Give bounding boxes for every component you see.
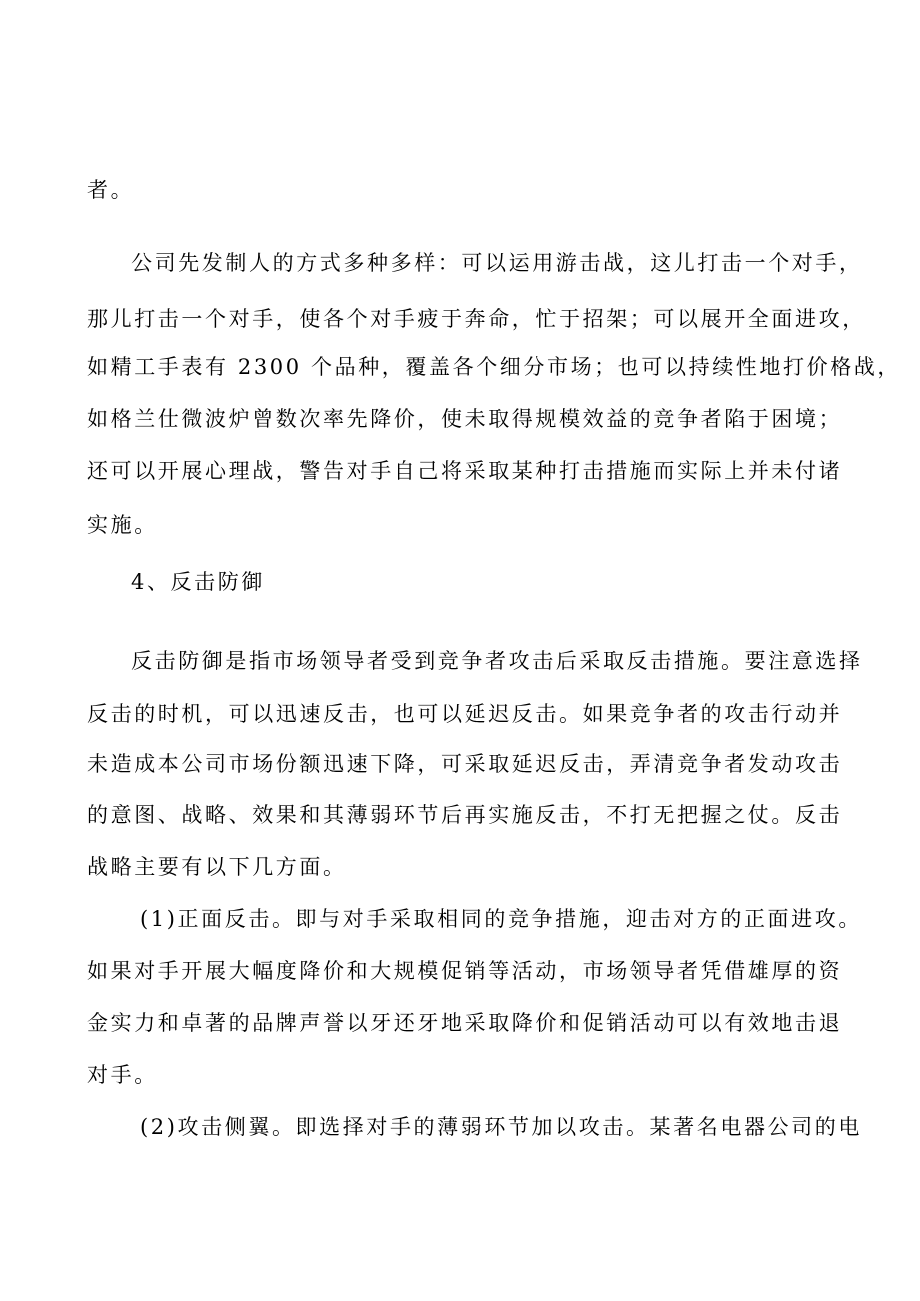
paragraph-line: 还可以开展心理战，警告对手自己将采取某种打击措施而实际上并未付诸 [87,459,843,483]
paragraph-line: 那儿打击一个对手，使各个对手疲于奔命，忙于招架；可以展开全面进攻， [87,307,866,331]
paragraph-line: 战略主要有以下几方面。 [87,855,347,879]
paragraph-line: 的意图、战略、效果和其薄弱环节后再实施反击，不打无把握之仗。反击 [87,803,843,827]
paragraph-line: 如果对手开展大幅度降价和大规模促销等活动，市场领导者凭借雄厚的资 [87,959,843,983]
paragraph-line: 金实力和卓著的品牌声誉以牙还牙地采取降价和促销活动可以有效地击退 [87,1011,843,1035]
paragraph-line: 未造成本公司市场份额迅速下降，可采取延迟反击，弄清竞争者发动攻击 [87,752,843,776]
paragraph-line: 对手。 [87,1063,158,1087]
paragraph-line: 公司先发制人的方式多种多样：可以运用游击战，这儿打击一个对手， [131,251,863,275]
paragraph-line: 反击的时机，可以迅速反击，也可以延迟反击。如果竞争者的攻击行动并 [87,702,843,726]
paragraph-line: 反击防御是指市场领导者受到竞争者攻击后采取反击措施。要注意选择 [131,649,863,673]
paragraph-line: 如格兰仕微波炉曾数次率先降价，使未取得规模效益的竞争者陷于困境； [87,407,843,431]
paragraph-line: (2)攻击侧翼。即选择对手的薄弱环节加以攻击。某著名电器公司的电 [140,1115,862,1139]
paragraph-line: (1)正面反击。即与对手采取相同的竞争措施，迎击对方的正面进攻。 [140,907,862,931]
paragraph-line: 者。 [87,178,135,202]
paragraph-line: 如精工手表有 2300 个品种，覆盖各个细分市场；也可以持续性地打价格战， [87,355,901,379]
paragraph-line: 实施。 [87,513,158,537]
section-heading: 4、反击防御 [131,570,265,594]
